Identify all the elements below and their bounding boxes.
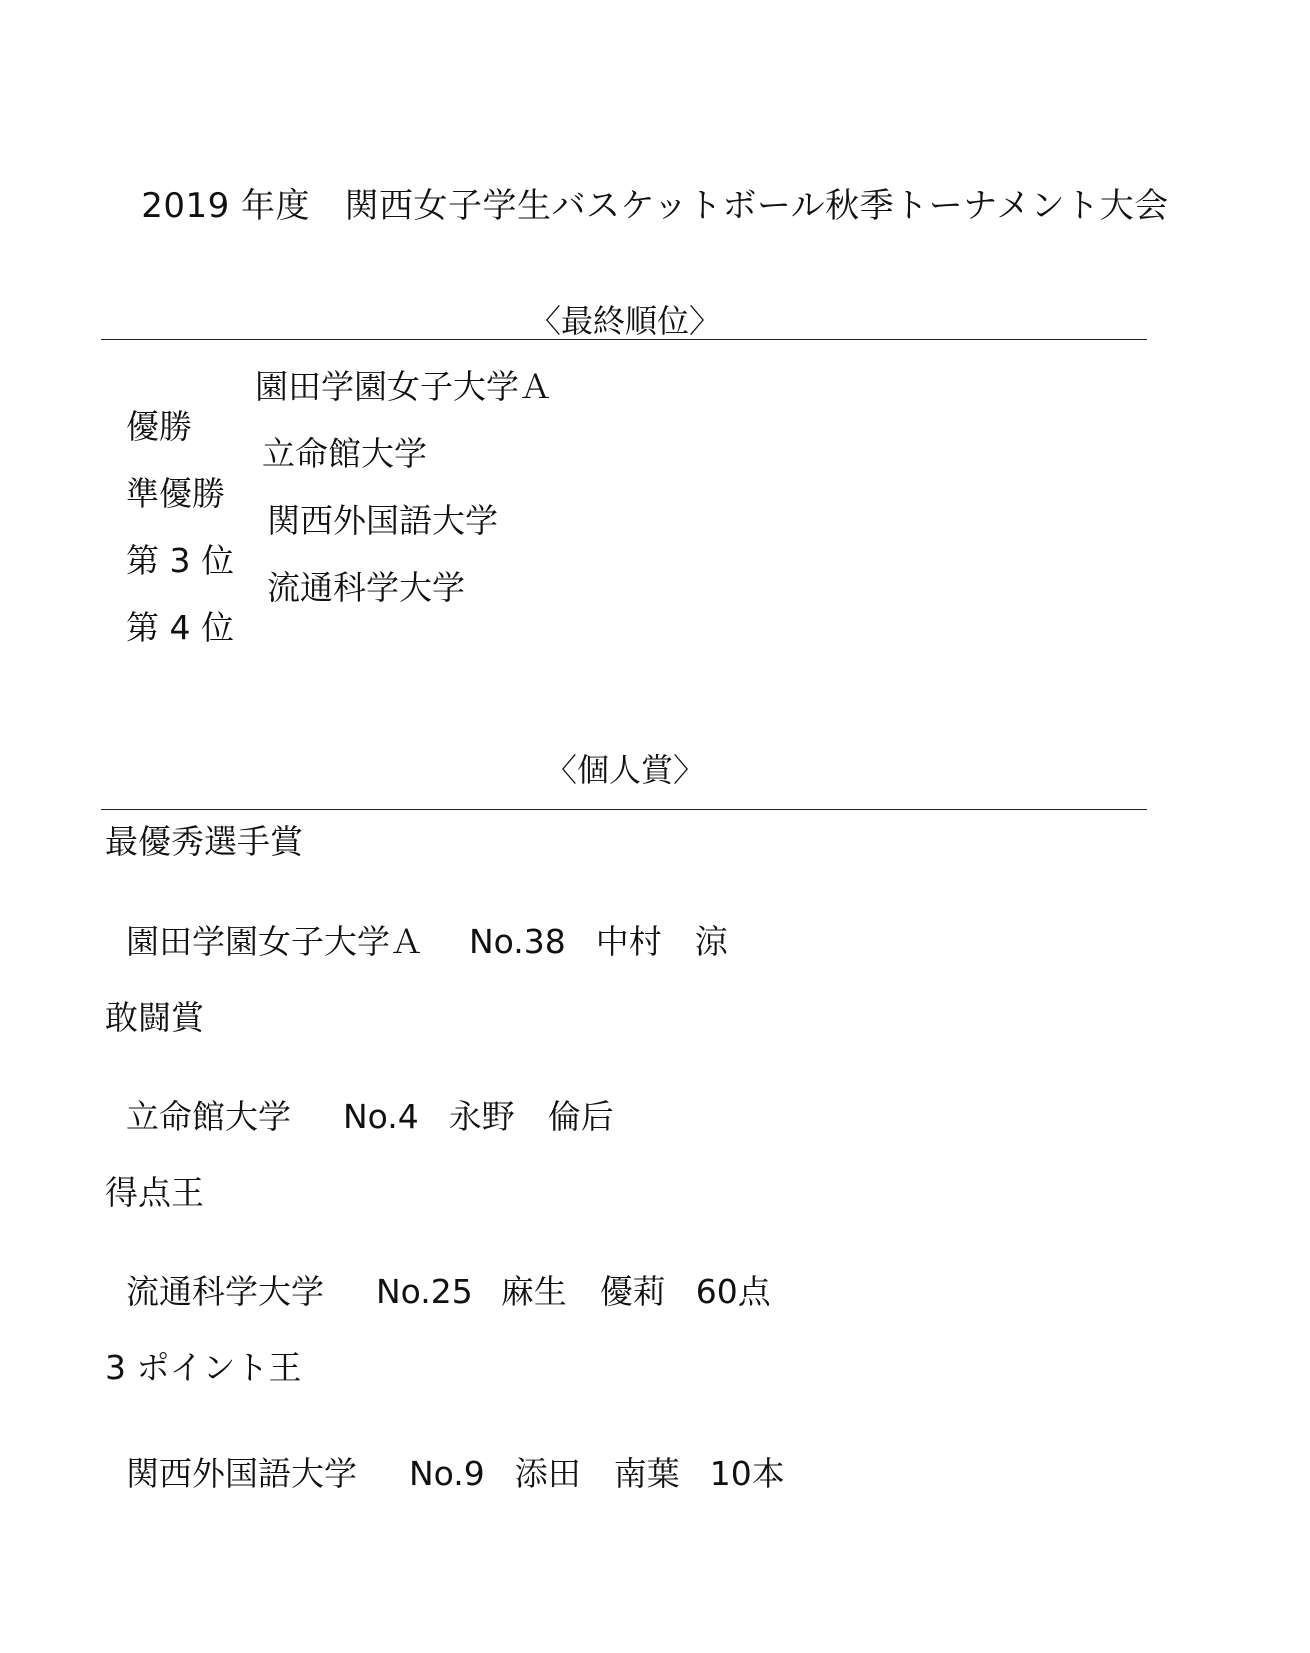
award-number: No.38 bbox=[468, 922, 566, 961]
standing-team: 関西外国語大学 bbox=[267, 501, 498, 540]
award-player: 添田 南葉 bbox=[514, 1454, 680, 1493]
standing-team: 立命館大学 bbox=[262, 434, 427, 473]
award-number: No.4 bbox=[342, 1097, 419, 1136]
standing-rank: 第 3 位 bbox=[125, 541, 234, 580]
award-detail bbox=[105, 1232, 771, 1312]
award-title: 得点王 bbox=[105, 1173, 204, 1212]
standings-divider bbox=[101, 339, 1147, 340]
award-number: No.9 bbox=[408, 1454, 485, 1493]
standing-team: 園田学園女子大学Ａ bbox=[255, 367, 552, 406]
award-team: 流通科学大学 bbox=[125, 1272, 324, 1311]
standings-heading: 〈最終順位〉 bbox=[528, 302, 721, 340]
award-detail bbox=[105, 1057, 614, 1137]
award-stat: 60点 bbox=[695, 1272, 771, 1311]
award-title: 最優秀選手賞 bbox=[105, 822, 303, 861]
award-number: No.25 bbox=[375, 1272, 473, 1311]
standing-rank: 準優勝 bbox=[125, 474, 225, 513]
awards-heading: 〈個人賞〉 bbox=[544, 751, 705, 789]
award-title: 3 ポイント王 bbox=[105, 1348, 302, 1387]
award-title: 敢闘賞 bbox=[105, 998, 204, 1037]
standing-rank: 優勝 bbox=[125, 407, 192, 446]
award-team: 園田学園女子大学Ａ bbox=[125, 922, 423, 961]
document-title: 2019 年度 関西女子学生バスケットボール秋季トーナメント大会 bbox=[141, 186, 1169, 226]
award-team: 関西外国語大学 bbox=[125, 1454, 357, 1493]
award-player: 永野 倫后 bbox=[448, 1097, 614, 1136]
award-detail bbox=[105, 1414, 785, 1494]
award-player: 中村 涼 bbox=[595, 922, 728, 961]
standing-rank: 第 4 位 bbox=[125, 608, 234, 647]
award-player: 麻生 優莉 bbox=[500, 1272, 666, 1311]
award-stat: 10本 bbox=[709, 1454, 785, 1493]
standing-team: 流通科学大学 bbox=[267, 568, 465, 607]
standing-row bbox=[105, 568, 465, 688]
award-team: 立命館大学 bbox=[125, 1097, 291, 1136]
awards-divider bbox=[101, 809, 1147, 810]
award-detail bbox=[105, 882, 728, 962]
